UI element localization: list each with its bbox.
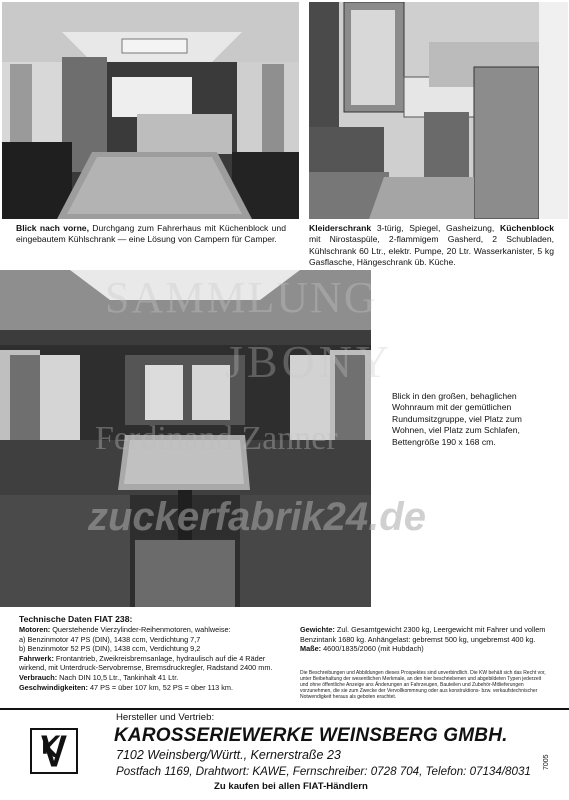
disclaimer: Die Beschreibungen und Abbildungen dieses Prospektes sind unverbindlich. Die KW behält sich das Recht vor, unter Beibehaltung der wesentlichen Merkmale, an den hier beschriebenen und abgebildeten Typen jederzeit und ohne öffentliche Anzeige ans Änderungen an Fahrzeugen, Bauteilen und Zubehör-Mitlieferungen vorzunehmen, die sie zum Zwecke der Vervollkommnung oder aus konstruktions- bzw. verkaufstechnischer Notwendigkeit heraus als geboten erachtet.: [300, 670, 546, 700]
tech-motoren-text: Querstehende Vierzylinder-Reihenmotoren, wahlweise:: [50, 625, 231, 634]
footer-contact: Postfach 1169, Drahtwort: KAWE, Fernschreiber: 0728 704, Telefon: 07134/8031: [116, 765, 531, 778]
tech-gewichte-text: Zul. Gesamtgewicht 2300 kg, Leergewicht mit Fahrer und vollem Benzintank 1680 kg. Anhängelast: gebremst 500 kg, ungebremst 400 kg.: [300, 625, 546, 644]
watermark-jbony: JBONY: [225, 336, 394, 387]
kw-logo-icon: [32, 730, 76, 772]
tech-fahrwerk-text: Frontantrieb, Zweikreisbremsanlage, hydraulisch auf die 4 Räder wirkend, mit Unterdruck-Servobremse, Bremsdruckregler, Radstand 2400 mm.: [19, 653, 273, 673]
caption-front-view-bold: Blick nach vorne,: [16, 223, 89, 233]
kw-logo: [30, 728, 78, 774]
tech-verbrauch: [19, 673, 281, 683]
footer-divider: [0, 708, 569, 710]
watermark-name: Ferdinand Zanner: [95, 420, 338, 457]
tech-data-right: [300, 625, 550, 654]
tech-motoren-label: Motoren:: [19, 625, 51, 634]
tech-masse-text: 4600/1835/2060 (mit Hubdach): [321, 644, 424, 654]
caption-front-view-text: Durchgang zum Fahrerhaus mit Küchenblock und eingebautem Kühlschrank — eine Lösung von Campern für Camper.: [16, 223, 286, 245]
caption-living-room-text: Blick in den großen, behaglichen Wohnraum mit der gemütlichen Rundumsitzgruppe, viel Platz zum Wohnen, viel Platz zum Schlafen, Bettengröße 190 x 168 cm.: [392, 391, 522, 447]
tech-geschw-label: Geschwindigkeiten:: [19, 682, 88, 692]
caption-wardrobe-bold: Kleiderschrank: [309, 223, 372, 233]
caption-kitchen-bold: Küchenblock: [500, 223, 554, 233]
tech-fahrwerk-label: Fahrwerk:: [19, 653, 54, 663]
tech-verbrauch-label: Verbrauch:: [19, 672, 58, 682]
watermark-url: zuckerfabrik24.de: [88, 495, 426, 539]
tech-data-left: [19, 613, 281, 692]
watermark-sammlung: SAMMLUNG: [105, 273, 378, 322]
tech-masse-label: Maße:: [300, 644, 322, 654]
caption-wardrobe-kitchen: [309, 223, 554, 269]
caption-living-room: [392, 391, 557, 448]
tech-title: Technische Daten FIAT 238:: [19, 614, 133, 624]
caption-wardrobe-mid: 3-türig, Spiegel, Gasheizung,: [371, 223, 501, 233]
tech-geschwindigkeiten: [19, 683, 281, 693]
photo-wardrobe-kitchen: [309, 2, 568, 219]
tech-motor-b: b) Benzinmotor 52 PS (DIN), 1438 ccm, Verdichtung 9,2: [19, 644, 201, 654]
tech-motoren: [19, 625, 281, 635]
tech-fahrwerk: [19, 654, 281, 673]
footer-company: KAROSSERIEWERKE WEINSBERG GMBH.: [114, 725, 508, 746]
tech-geschw-text: 47 PS = über 107 km, 52 PS = über 113 km.: [87, 682, 234, 692]
page-code: 7005: [543, 754, 550, 770]
footer-address: 7102 Weinsberg/Württ., Kernerstraße 23: [116, 748, 341, 762]
tech-masse: [300, 644, 550, 654]
footer-dealers: Zu kaufen bei allen FIAT-Händlern: [214, 781, 368, 792]
tech-motor-a: a) Benzinmotor 47 PS (DIN), 1438 ccm, Verdichtung 7,7: [19, 634, 201, 644]
tech-gewichte: [300, 625, 550, 644]
tech-verbrauch-text: Nach DIN 10,5 Ltr., Tankinhalt 41 Ltr.: [57, 672, 179, 682]
caption-front-view: [16, 223, 286, 246]
footer-hersteller: Hersteller und Vertrieb:: [116, 712, 215, 723]
photo-front-view: [2, 2, 299, 219]
photo-living-room: [0, 270, 371, 607]
tech-gewichte-label: Gewichte:: [300, 625, 335, 634]
caption-kitchen-text: mit Nirostaspüle, 2-flammigem Gasherd, 2 Schubladen, Kühlschrank 60 Ltr., elektr. Pumpe, 20 Ltr. Wasserkanister, 5 kg Gasflasche, Hängeschrank üb. Küche.: [309, 234, 554, 268]
